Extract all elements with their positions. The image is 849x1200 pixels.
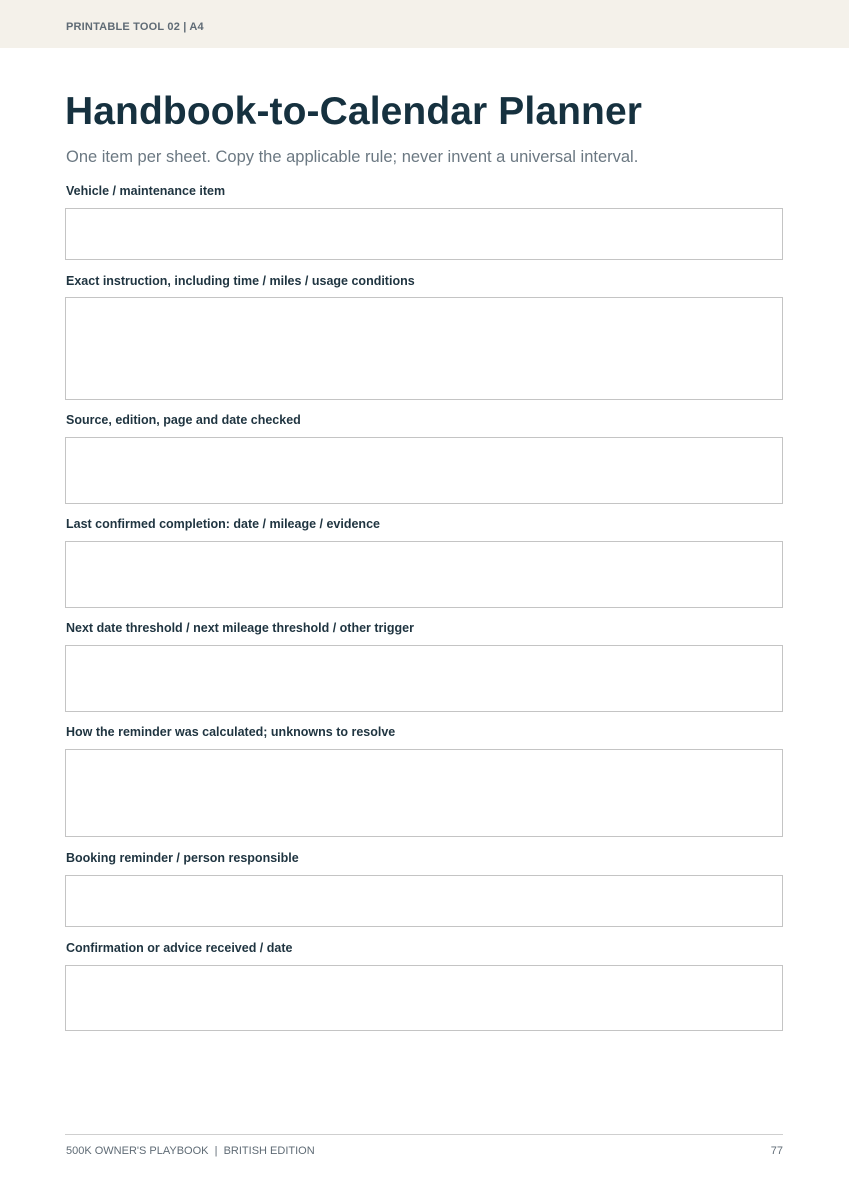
page-number: 77 [770,1145,783,1157]
field-box-vehicle-item[interactable] [65,208,783,260]
field-box-reminder-calculation[interactable] [65,749,783,837]
field-label-last-completion: Last confirmed completion: date / mileage / evidence [66,517,380,531]
field-label-vehicle-item: Vehicle / maintenance item [66,184,226,198]
page-title: Handbook-to-Calendar Planner [65,90,643,133]
field-label-exact-instruction: Exact instruction, including time / miles / usage conditions [66,274,415,288]
field-box-confirmation[interactable] [65,965,783,1031]
field-box-booking-reminder[interactable] [65,875,783,927]
footer-publication: 500K OWNER'S PLAYBOOK | BRITISH EDITION [66,1145,315,1157]
field-box-last-completion[interactable] [65,541,783,608]
field-label-source-edition: Source, edition, page and date checked [66,413,301,427]
field-label-confirmation: Confirmation or advice received / date [66,941,293,955]
footer-divider [65,1134,783,1135]
header-label: PRINTABLE TOOL 02 | A4 [66,21,204,33]
field-box-exact-instruction[interactable] [65,297,783,400]
field-box-next-threshold[interactable] [65,645,783,712]
field-label-next-threshold: Next date threshold / next mileage threshold / other trigger [66,621,414,635]
page-subtitle: One item per sheet. Copy the applicable rule; never invent a universal interval. [66,148,639,166]
field-label-booking-reminder: Booking reminder / person responsible [66,851,299,865]
header-band [0,0,849,48]
field-box-source-edition[interactable] [65,437,783,504]
field-label-reminder-calculation: How the reminder was calculated; unknowns to resolve [66,725,396,739]
